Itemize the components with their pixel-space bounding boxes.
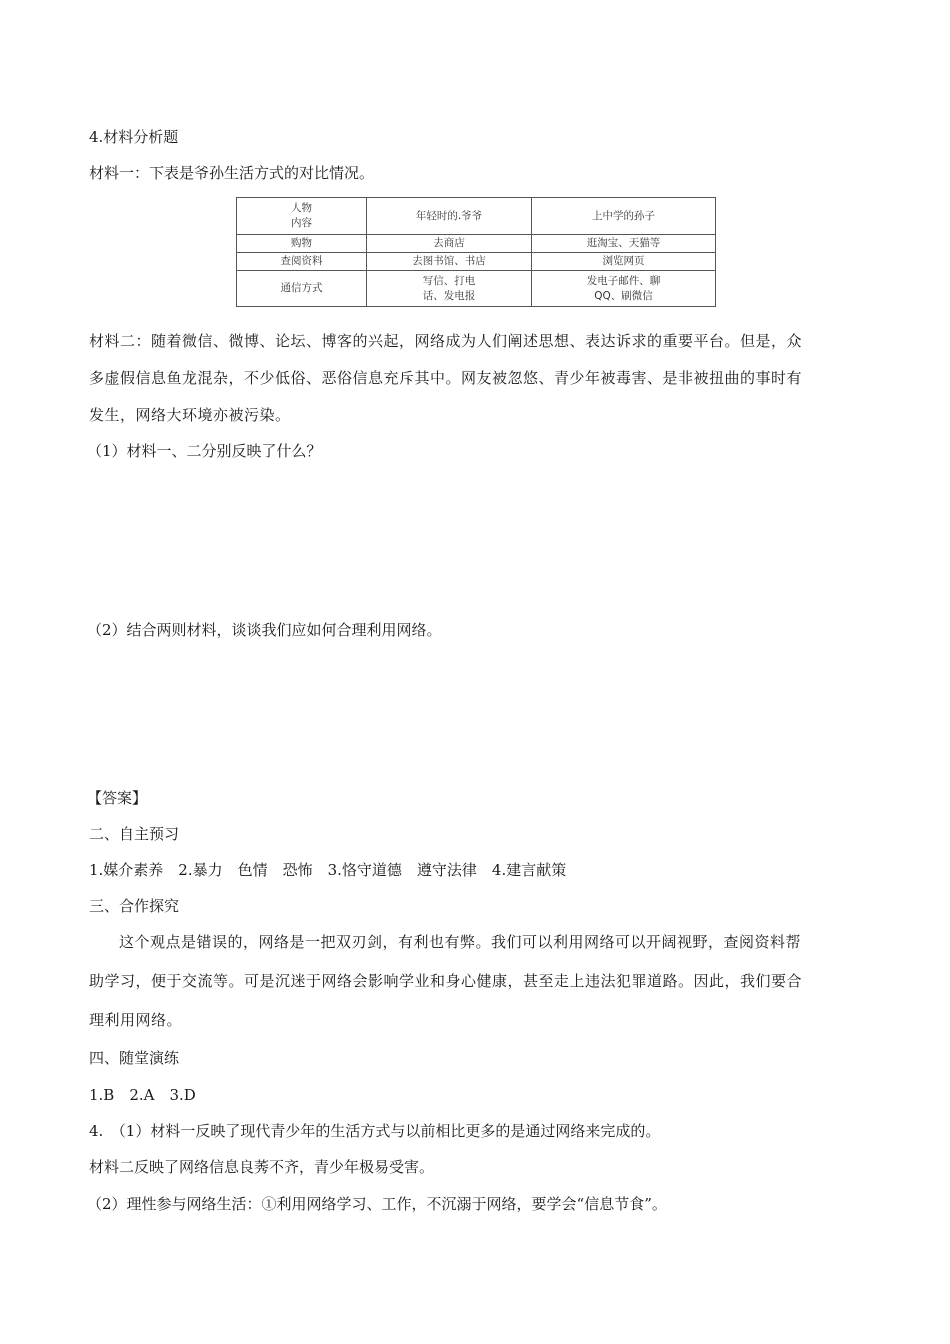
section-4-choices: 1.B 2.A 3.D xyxy=(89,1086,196,1104)
grandson-line1: 发电子邮件、聊 xyxy=(586,274,661,287)
row-label: 购物 xyxy=(237,235,367,253)
row-label: 通信方式 xyxy=(237,271,367,307)
row-grandson xyxy=(532,271,716,307)
corner-top-label: 人物 xyxy=(291,202,312,214)
table-corner-cell xyxy=(237,198,367,235)
row-grandpa xyxy=(367,271,532,307)
grandson-line2: QQ、刷微信 xyxy=(594,289,653,302)
section-3-para-line3: 理利用网络。 xyxy=(89,1011,183,1029)
section-3-para-line2: 助学习，便于交流等。可是沉迷于网络会影响学业和身心健康，甚至走上违法犯罪道路。因此，我们要合 xyxy=(89,972,803,990)
table-row xyxy=(237,271,716,307)
section-4-title: 四、随堂演练 xyxy=(89,1049,180,1067)
answer-header: 【答案】 xyxy=(87,789,148,807)
section-2-title: 二、自主预习 xyxy=(89,825,180,843)
table-header-row xyxy=(237,198,716,235)
grandpa-line1: 写信、打电 xyxy=(422,274,476,287)
question-2: （2）结合两则材料，谈谈我们应如何合理利用网络。 xyxy=(87,621,442,639)
row-grandpa: 去图书馆、书店 xyxy=(367,253,532,271)
section-4-q4-line2: 材料二反映了网络信息良莠不齐，青少年极易受害。 xyxy=(89,1158,435,1176)
row-label: 查阅资料 xyxy=(237,253,367,271)
header-grandpa: 年轻时的.爷爷 xyxy=(367,198,532,235)
section-3-title: 三、合作探究 xyxy=(89,897,180,915)
corner-bottom-label: 内容 xyxy=(291,217,312,229)
section-4-q4-line3: （2）理性参与网络生活：①利用网络学习、工作，不沉溺于网络，要学会“信息节食”。 xyxy=(87,1195,667,1213)
material2-line2: 多虚假信息鱼龙混杂，不少低俗、恶俗信息充斥其中。网友被忽悠、青少年被毒害、是非被扭曲的事时有 xyxy=(89,369,803,387)
header-grandson: 上中学的孙子 xyxy=(532,198,716,235)
row-grandson: 逛淘宝、天猫等 xyxy=(532,235,716,253)
section-2-answer: 1.媒介素养 2.暴力 色情 恐怖 3.恪守道德 遵守法律 4.建言献策 xyxy=(89,861,567,879)
row-grandson: 浏览网页 xyxy=(532,253,716,271)
section-4-q4-line1: 4. （1）材料一反映了现代青少年的生活方式与以前相比更多的是通过网络来完成的。 xyxy=(89,1122,661,1140)
material1-intro: 材料一：下表是爷孙生活方式的对比情况。 xyxy=(89,164,375,182)
q4-title: 4.材料分析题 xyxy=(89,128,179,146)
table-row xyxy=(237,235,716,253)
material2-line1: 材料二：随着微信、微博、论坛、博客的兴起，网络成为人们阐述思想、表达诉求的重要平台。但是，众 xyxy=(89,332,803,350)
question-1: （1）材料一、二分别反映了什么？ xyxy=(87,442,322,460)
section-3-para-line1: 这个观点是错误的，网络是一把双刃剑，有利也有弊。我们可以利用网络可以开阔视野，查阅资料帮 xyxy=(119,933,802,951)
comparison-table xyxy=(236,197,716,307)
row-grandpa: 去商店 xyxy=(367,235,532,253)
material2-line3: 发生，网络大环境亦被污染。 xyxy=(89,406,291,424)
table-row xyxy=(237,253,716,271)
grandpa-line2: 话、发电报 xyxy=(422,289,476,302)
